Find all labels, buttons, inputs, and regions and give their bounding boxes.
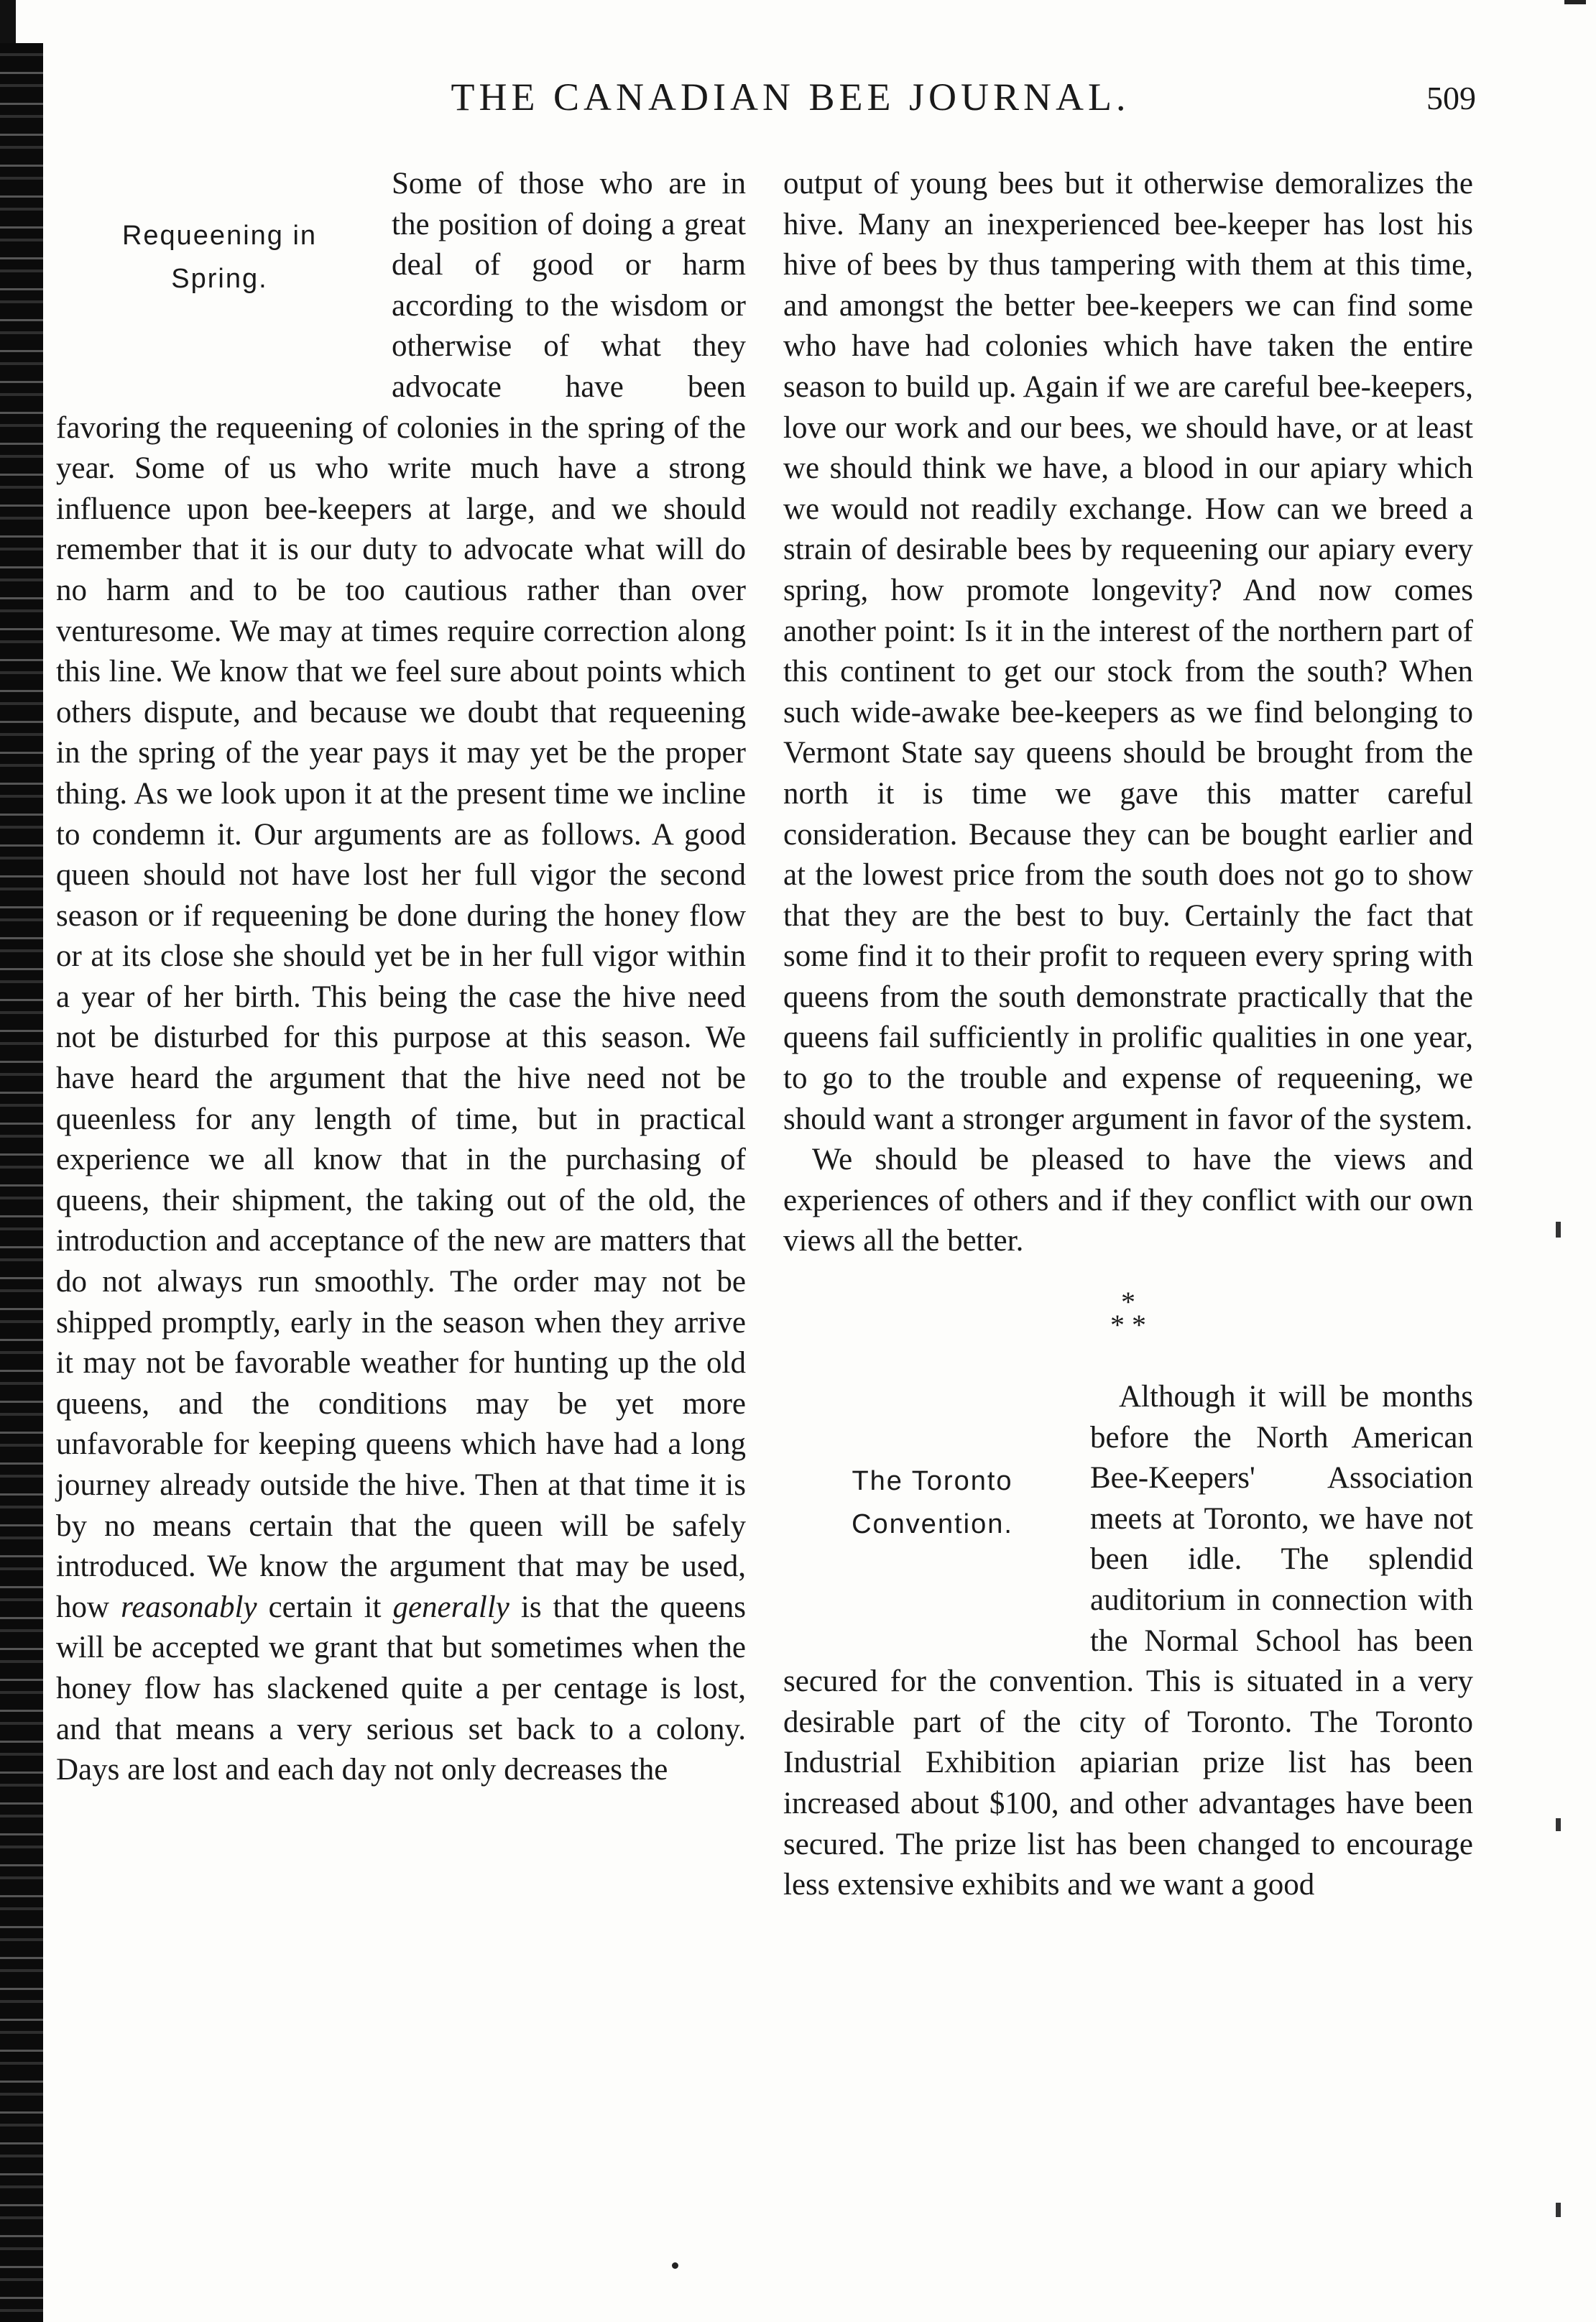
side-heading-line: Requeening in bbox=[121, 221, 318, 251]
journal-title: THE CANADIAN BEE JOURNAL. bbox=[451, 75, 1130, 119]
page-binding-edge bbox=[0, 43, 43, 2322]
side-heading-line: Spring. bbox=[171, 264, 268, 294]
corner-mark bbox=[1564, 0, 1586, 4]
article-requeening-text bbox=[56, 164, 746, 1791]
print-speck bbox=[672, 2262, 678, 2269]
article-requeening-closing: We should be pleased to have the views and experiences of others and if they conflict with our own views all the better. bbox=[783, 1143, 1473, 1258]
article-text-run: is that the queens will be accepted we grant that but sometimes when the honey flow has slackened quite a per centage is lost, and that means a very serious set back to a colony. Days are lost and each day not only decreases the bbox=[56, 1590, 746, 1787]
side-heading-line: The Toronto bbox=[852, 1466, 1013, 1497]
article-text-run: certain it bbox=[257, 1590, 393, 1624]
asterism-line: * bbox=[1121, 1286, 1135, 1319]
side-heading-line: Convention. bbox=[852, 1509, 1013, 1540]
side-heading-requeening bbox=[56, 214, 383, 379]
margin-mark bbox=[1556, 2203, 1561, 2217]
running-header bbox=[0, 75, 1596, 132]
asterism-line: * * bbox=[1110, 1309, 1146, 1342]
left-column bbox=[56, 164, 746, 1791]
margin-mark bbox=[1556, 1222, 1561, 1238]
italic-word: reasonably bbox=[121, 1590, 257, 1624]
margin-mark bbox=[1556, 1818, 1561, 1831]
right-column bbox=[783, 164, 1473, 1906]
page-number: 509 bbox=[1426, 80, 1476, 116]
side-heading-toronto-convention bbox=[783, 1460, 1081, 1623]
article-text-run: Some of those who are in the position of doing a great deal of good or harm according to the wisdom or otherwise of what they advocate have been favoring the requeening of colonies in the spring of the year. Some of us who write much have a strong influence upon bee-keepers at large, and we should remember that it is our duty to advocate what will do no harm and to be too cautious rather than over venturesome. We may at times require correction along this line. We know that we feel sure about points which others dispute, and because we doubt that requeening in the spring of the year pays it may yet be the proper thing. As we look upon it at the present time we incline to condemn it. Our arguments are as follows. A good queen should not have lost her full vigor the second season or if requeening be done during the honey flow or at its close she should yet be in her full vigor within a year of her birth. This being the case the hive need not be disturbed for this purpose at this season. We have heard the argument that the hive need not be queenless for any length of time, but in practical experience we all know that in the purchasing of queens, their shipment, the taking out of the old, the introduction and acceptance of the new are matters that do not always run smoothly. The order may not be shipped promptly, early in the season when they arrive it may not be favorable weather for hunting up the old queens, and the conditions may be yet more unfavorable for keeping queens which have had a long journey already outside the hive. Then at that time it is by no means certain that the queen will be safely introduced. We know the argument that may be used, how bbox=[56, 167, 746, 1624]
italic-word: generally bbox=[392, 1590, 509, 1624]
article-requeening-continuation: output of young bees but it otherwise demoralizes the hive. Many an inexperienced bee-keeper has lost his hive of bees by thus tampering with them at this time, and amongst the better bee-keepers we can find some who have had colonies which have taken the entire season to build up. Again if we are careful bee-keepers, love our work and our bees, we should have, or at least we should think we have, a blood in our apiary which we would not readily exchange. How can we breed a strain of desirable bees by requeening our apiary every spring, how promote longevity? And now comes another point: Is it in the interest of the northern part of this continent to get our stock from the south? When such wide-awake bee-keepers as we find belonging to Vermont State say queens should be brought from the north it is time we gave this matter careful consideration. Because they can be bought earlier and at the lowest price from the south does not go to show that they are the best to buy. Certainly the fact that some find it to their profit to requeen every spring with queens from the south demonstrate practically that the queens fail sufficiently in prolific qualities in one year, to go to the trouble and expense of requeening, we should want a stronger argument in favor of the system. bbox=[783, 167, 1473, 1136]
article-toronto-convention-text: Although it will be months before the North American Bee-Keepers' Association meets at Toronto, we have not been idle. The splendid auditorium in connection with the Normal School has been secured for the convention. This is situated in a very desirable part of the city of Toronto. The Toronto Industrial Exhibition apiarian prize list has been increased about $100, and other advantages have been secured. The prize list has been changed to encourage less extensive exhibits and we want a good bbox=[783, 1380, 1473, 1902]
section-separator bbox=[783, 1286, 1473, 1342]
